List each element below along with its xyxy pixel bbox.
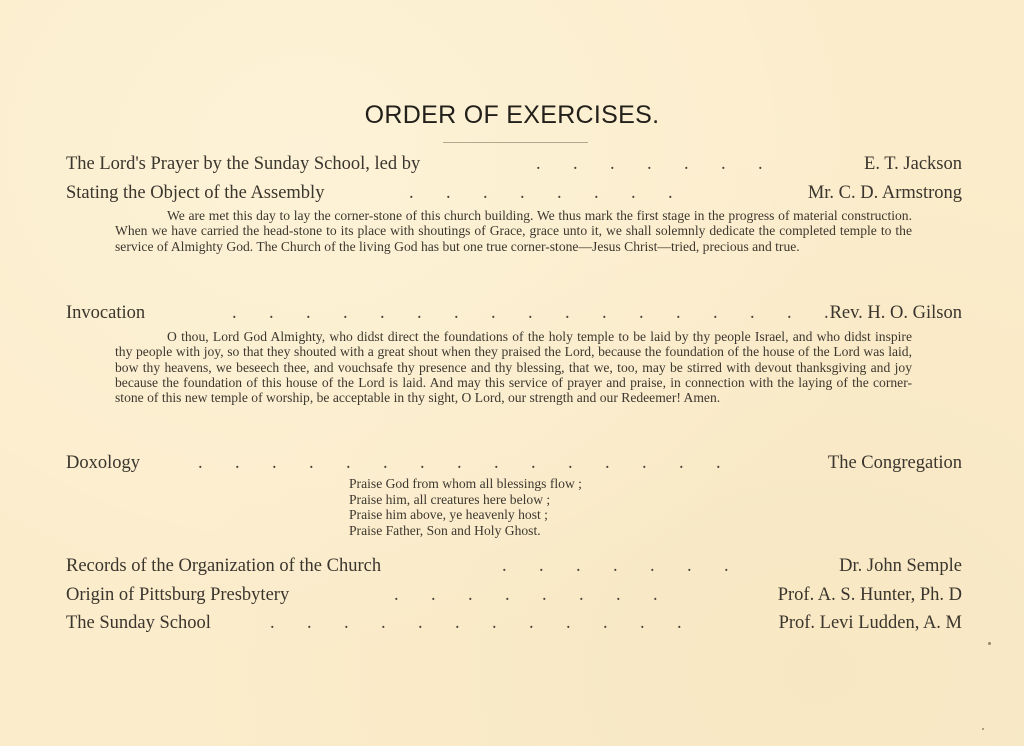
- program-item-lords-prayer: [66, 152, 962, 176]
- title-divider: [443, 142, 588, 143]
- verse-line: Praise Father, Son and Holy Ghost.: [349, 522, 541, 538]
- program-item-presenter: The Congregation: [827, 453, 962, 473]
- program-item-doxology: [66, 451, 962, 475]
- invocation-prayer-paragraph: O thou, Lord God Almighty, who didst direct the foundations of the holy temple to be laid by thy people Israel, and who didst inspire thy people with joy, so that they shouted with a great shout when they praised the Lord, because the foundation of the house of the Lord was laid, bow thy heavens, we beseech thee, and vouchsafe thy presence and thy blessing, that we, too, may be stirred with devout thanksgiving and joy because the foundation of this house of the Lord is laid. And may this service of prayer and praise, in connection with the laying of the corner-stone of this new temple of worship, be acceptable in thy sight, O Lord, our strength and our Redeemer! Amen.: [115, 329, 912, 406]
- paper-speck: [988, 642, 991, 645]
- verse-line: Praise God from whom all blessings flow ;: [349, 476, 582, 491]
- assembly-object-paragraph: We are met this day to lay the corner-stone of this church building. We thus mark the first stage in the progress of material construction. When we have carried the head-stone to its place with shoutings of Grace, grace unto it, we shall solemnly dedicate the completed temple to the service of Almighty God. The Church of the living God has but one true corner-stone—Jesus Christ—tried, precious and true.: [115, 208, 912, 254]
- program-item-title: The Sunday School: [66, 613, 211, 633]
- program-item-presenter: Dr. John Semple: [839, 556, 962, 576]
- program-item-title: Origin of Pittsburg Presbytery: [66, 585, 290, 605]
- program-item-stating-object: [66, 181, 962, 205]
- program-item-title: Doxology: [66, 453, 140, 473]
- program-item-title: Invocation: [66, 303, 146, 323]
- program-item-invocation: [66, 301, 962, 325]
- program-item-presenter: E. T. Jackson: [864, 154, 962, 174]
- leader-dots: . . . . . . .: [536, 154, 763, 174]
- leader-dots: . . . . . . . .: [394, 585, 658, 605]
- leader-dots: . . . . . . .: [502, 556, 729, 576]
- program-item-title: The Lord's Prayer by the Sunday School, led by: [66, 154, 421, 174]
- program-item-sunday-school: [66, 611, 962, 635]
- program-item-records: [66, 554, 962, 578]
- leader-dots: . . . . . . . . . . . . . . .: [198, 453, 721, 473]
- program-item-title: Records of the Organization of the Church: [66, 556, 382, 576]
- program-item-presenter: Rev. H. O. Gilson: [829, 303, 962, 323]
- verse-line: Praise him, all creatures here below ;: [349, 491, 551, 507]
- doxology-verse: [349, 476, 582, 538]
- program-item-origin-presbytery: [66, 583, 962, 607]
- paper-speck: [982, 728, 984, 730]
- leader-dots: . . . . . . . . . . . . . . . . .: [232, 303, 829, 323]
- program-item-presenter: Prof. Levi Ludden, A. M: [778, 613, 962, 633]
- leader-dots: . . . . . . . .: [409, 183, 673, 203]
- program-item-title: Stating the Object of the Assembly: [66, 183, 325, 203]
- program-item-presenter: Prof. A. S. Hunter, Ph. D: [777, 585, 962, 605]
- leader-dots: . . . . . . . . . . . .: [270, 613, 682, 633]
- page-title: ORDER OF EXERCISES.: [364, 101, 660, 129]
- program-item-presenter: Mr. C. D. Armstrong: [807, 183, 962, 203]
- verse-line: Praise him above, ye heavenly host ;: [349, 507, 548, 522]
